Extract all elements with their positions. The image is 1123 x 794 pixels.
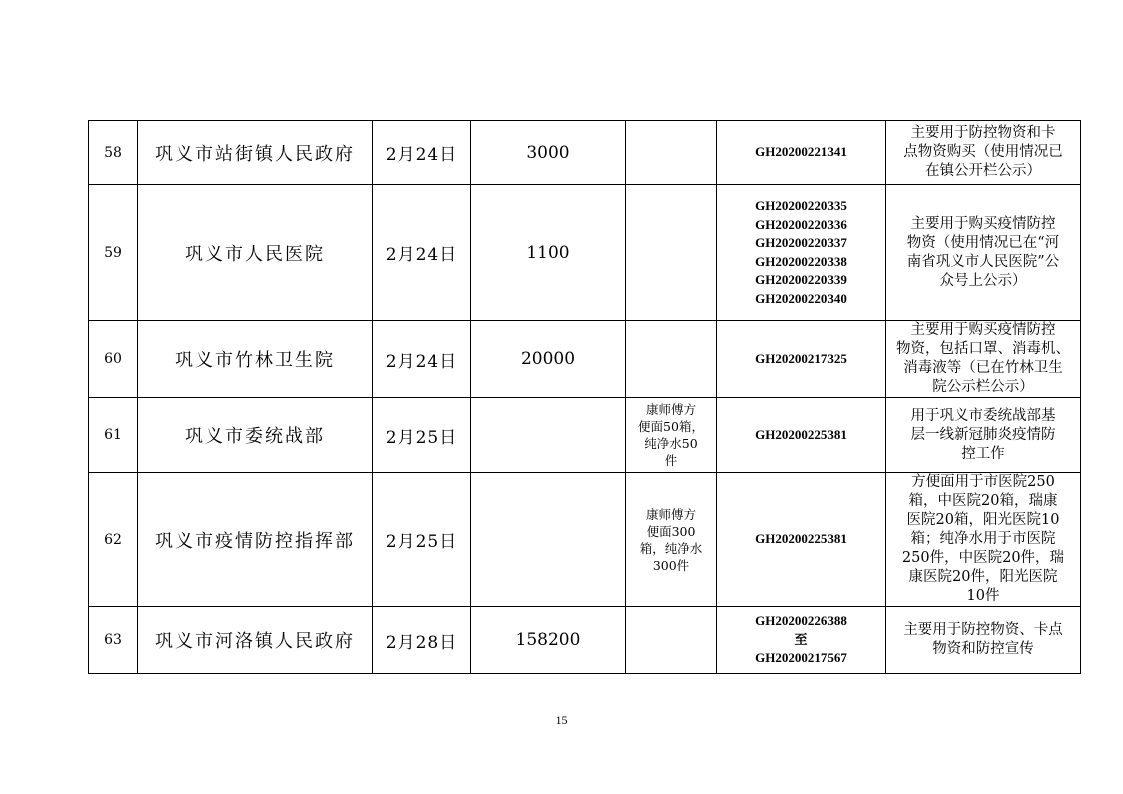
goods-line: 纯净水50 [644, 436, 698, 451]
usage-line: 物资（使用情况已在“河 [906, 234, 1060, 251]
receipt-number: GH20200220337 [755, 235, 847, 250]
usage-line: 主要用于防控物资、卡点 [903, 622, 1063, 638]
goods-line: 便面50箱， [638, 419, 704, 434]
receipt-number: GH20200220335 [755, 198, 847, 213]
table-row [89, 121, 1081, 185]
usage-line: 方便面用于市医院250 [911, 474, 1055, 490]
usage [886, 121, 1081, 185]
goods-line: 件 [664, 453, 678, 468]
goods-line: 箱，纯净水 [639, 540, 703, 556]
page-number: 15 [555, 713, 568, 727]
usage [886, 185, 1081, 321]
receipt-number: GH20200220339 [755, 272, 847, 287]
row-number: 63 [89, 607, 138, 674]
receipt-numbers [717, 473, 886, 607]
amount [471, 473, 626, 607]
date: 2月24日 [373, 185, 471, 321]
recipient-org: 巩义市人民医院 [138, 185, 373, 321]
receipt-numbers [717, 607, 886, 674]
usage-line: 10件 [966, 588, 1000, 604]
goods [626, 473, 717, 607]
date: 2月25日 [373, 398, 471, 473]
receipt-number: GH20200220338 [755, 253, 847, 269]
usage-line: 众号上公示） [939, 272, 1027, 289]
date: 2月24日 [373, 321, 471, 398]
goods-line: 便面300 [646, 523, 696, 539]
receipt-number: GH20200220336 [755, 216, 847, 232]
receipt-numbers [717, 398, 886, 473]
goods-line: 300件 [652, 557, 690, 573]
usage-line: 在镇公开栏公示） [925, 163, 1041, 179]
goods [626, 185, 717, 321]
receipt-number: GH20200225381 [755, 531, 847, 547]
usage-line: 主要用于购买疫情防控 [910, 322, 1056, 338]
usage-line: 点物资购买（使用情况已 [903, 144, 1063, 160]
amount: 158200 [471, 607, 626, 674]
receipt-number: GH20200217325 [755, 350, 847, 366]
amount: 20000 [471, 321, 626, 398]
usage-line: 主要用于防控物资和卡 [910, 125, 1056, 141]
usage-line: 康医院20件，阳光医院 [908, 569, 1058, 585]
receipt-number: GH20200221341 [755, 144, 847, 160]
receipt-number: GH20200217567 [755, 650, 847, 666]
receipt-number: GH20200226388 [755, 613, 847, 629]
goods [626, 607, 717, 674]
table-row [89, 473, 1081, 607]
date: 2月24日 [373, 121, 471, 185]
receipt-number: GH20200220340 [755, 290, 847, 306]
usage-line: 用于巩义市委统战部基 [910, 407, 1056, 424]
usage [886, 398, 1081, 473]
amount: 3000 [471, 121, 626, 185]
receipt-range-separator: 至 [794, 631, 808, 647]
usage-line: 箱，中医院20箱，瑞康 [908, 493, 1058, 509]
recipient-org: 巩义市站街镇人民政府 [138, 121, 373, 185]
amount [471, 398, 626, 473]
usage-line: 消毒液等（已在竹林卫生 [903, 360, 1063, 376]
table-row [89, 321, 1081, 398]
date: 2月28日 [373, 607, 471, 674]
table-row [89, 398, 1081, 473]
usage-line: 控工作 [961, 445, 1005, 462]
usage-line: 层一线新冠肺炎疫情防 [910, 426, 1056, 443]
recipient-org: 巩义市疫情防控指挥部 [138, 473, 373, 607]
usage-line: 箱；纯净水用于市医院 [910, 531, 1056, 547]
row-number: 60 [89, 321, 138, 398]
usage-line: 院公示栏公示） [932, 379, 1034, 395]
table-row [89, 607, 1081, 674]
goods [626, 121, 717, 185]
row-number: 58 [89, 121, 138, 185]
row-number: 61 [89, 398, 138, 473]
row-number: 62 [89, 473, 138, 607]
receipt-numbers [717, 321, 886, 398]
receipt-numbers [717, 185, 886, 321]
goods [626, 398, 717, 473]
usage-line: 主要用于购买疫情防控 [910, 215, 1056, 232]
donation-table [88, 120, 1081, 674]
date: 2月25日 [373, 473, 471, 607]
recipient-org: 巩义市委统战部 [138, 398, 373, 473]
goods [626, 321, 717, 398]
usage-line: 250件，中医院20件，瑞 [901, 550, 1065, 566]
receipt-numbers [717, 121, 886, 185]
usage-line: 物资和防控宣传 [932, 641, 1034, 657]
row-number: 59 [89, 185, 138, 321]
table-row [89, 185, 1081, 321]
usage [886, 321, 1081, 398]
recipient-org: 巩义市竹林卫生院 [138, 321, 373, 398]
receipt-number: GH20200225381 [755, 426, 847, 442]
goods-line: 康师傅方 [645, 402, 696, 417]
usage [886, 473, 1081, 607]
amount: 1100 [471, 185, 626, 321]
usage-line: 南省巩义市人民医院”公 [906, 253, 1060, 270]
usage-line: 医院20箱，阳光医院10 [906, 512, 1060, 528]
recipient-org: 巩义市河洛镇人民政府 [138, 607, 373, 674]
usage-line: 物资，包括口罩、消毒机、 [896, 341, 1070, 357]
goods-line: 康师傅方 [645, 506, 696, 522]
usage [886, 607, 1081, 674]
